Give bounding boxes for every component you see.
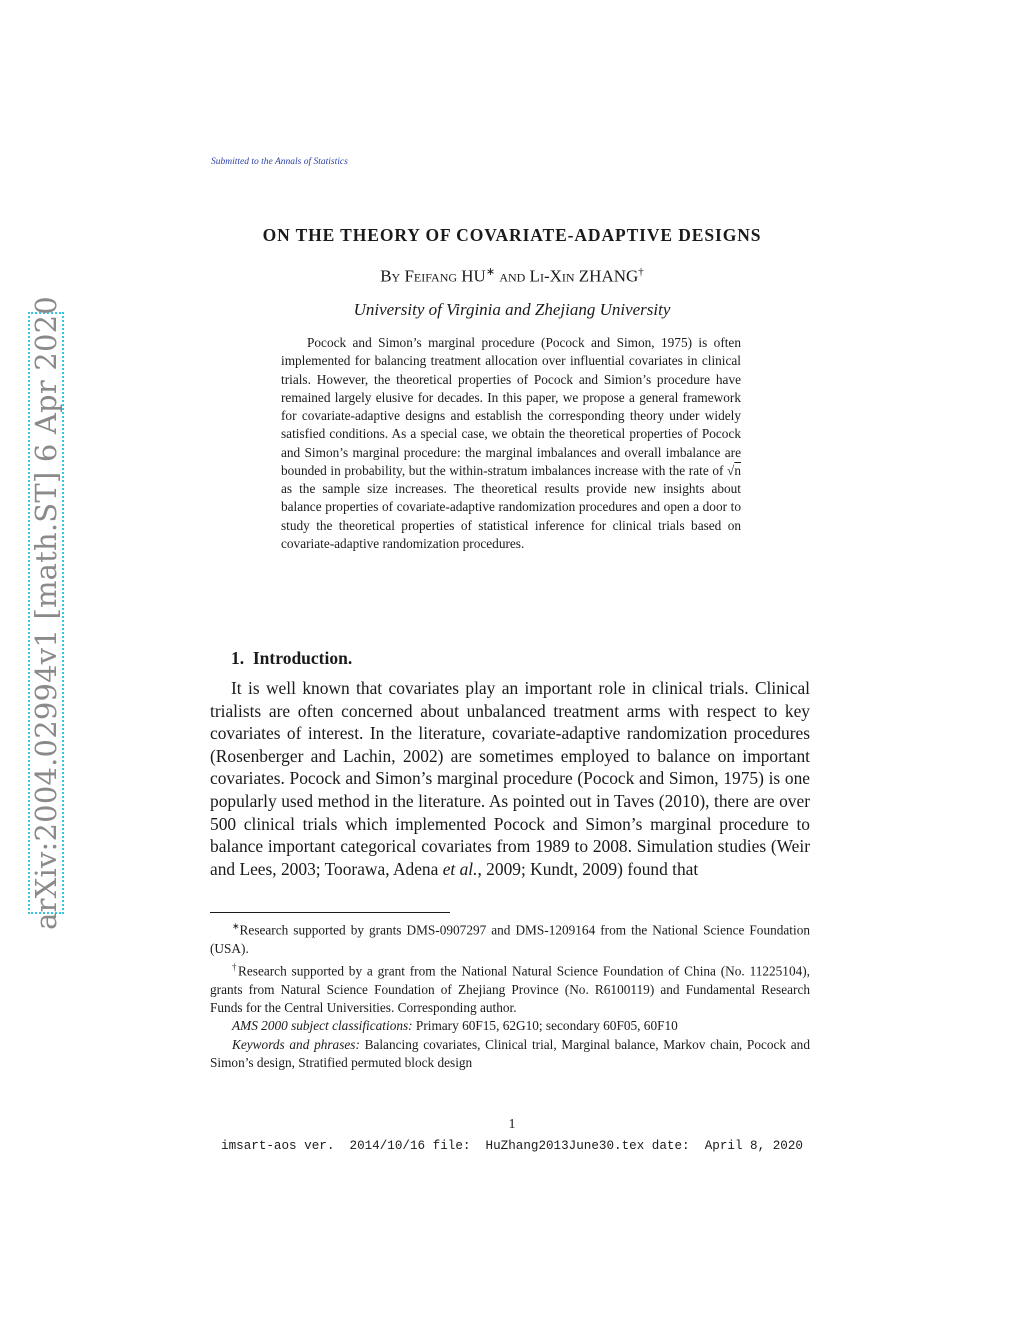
- abstract-text-1: Pocock and Simon’s marginal procedure (Pocock and Simon, 1975) is often implemented for balancing treatment allocation over influential covariates in clinical trials. However, the theoretical properties of Pocock and Simion’s procedure have remained largely elusive for decades. In this paper, we propose a general framework for covariate-adaptive designs and establish the corresponding theory under widely satisfied conditions. As a special case, we obtain the theoretical properties of Pocock and Simon’s marginal procedure: the marginal imbalances and overall imbalance are bounded in probability, but the within-stratum imbalances increase with the rate of: [281, 335, 741, 478]
- intro-paragraph: [210, 677, 810, 880]
- abstract-text-2: as the sample size increases. The theoretical results provide new insights about balance properties of covariate-adaptive randomization procedures and open a door to study the theoretical properties of statistical inference for clinical trials based on covariate-adaptive randomization procedures.: [281, 481, 741, 551]
- abstract: [281, 334, 741, 553]
- footer-line: imsart-aos ver. 2014/10/16 file: HuZhang2013June30.tex date: April 8, 2020: [221, 1139, 803, 1153]
- footnote-1: [210, 917, 810, 958]
- author-2-mark: †: [638, 266, 644, 278]
- paper-title: ON THE THEORY OF COVARIATE-ADAPTIVE DESIGNS: [262, 225, 762, 245]
- footnote-1-mark: ∗: [232, 921, 240, 931]
- affiliation: University of Virginia and Zhejiang University: [353, 300, 671, 319]
- author-2-name: ZHANG: [578, 266, 639, 286]
- arxiv-identifier: arXiv:2004.02994v1 [math.ST] 6 Apr 2020: [29, 296, 63, 930]
- arxiv-stamp: [28, 296, 64, 930]
- journal-header: Submitted to the Annals of Statistics: [211, 157, 348, 167]
- section-title: Introduction.: [252, 648, 353, 668]
- footnote-2-mark: †: [232, 962, 238, 973]
- author-1-mark: ∗: [485, 266, 496, 278]
- author-by: By Feifang: [380, 266, 458, 286]
- footnote-2: [210, 958, 810, 1017]
- section-number: 1.: [231, 648, 245, 668]
- footnotes: [210, 917, 810, 1072]
- keywords-text: Balancing covariates, Clinical trial, Marginal balance, Markov chain, Pocock and Simon’s design, Stratified permuted block design: [210, 1036, 810, 1070]
- author-line: [150, 265, 874, 287]
- footnote-divider: [210, 912, 450, 913]
- footnote-1-text: Research supported by grants DMS-0907297 and DMS-1209164 from the National Science Foundation (USA).: [210, 922, 810, 956]
- section-heading: [231, 648, 352, 669]
- intro-text-2: , 2009; Kundt, 2009) found that: [477, 858, 699, 879]
- author-1-name: HU: [461, 266, 486, 286]
- ams-text: Primary 60F15, 62G10; secondary 60F05, 60F10: [415, 1018, 678, 1034]
- page-number: 1: [508, 1117, 516, 1132]
- sqrt-argument: n: [734, 462, 741, 478]
- ams-label: AMS 2000 subject classifications:: [232, 1018, 413, 1034]
- author-and: and Li-Xin: [499, 266, 575, 286]
- sqrt-symbol: √: [727, 462, 735, 478]
- footnote-2-text: Research supported by a grant from the National Natural Science Foundation of China (No. 11225104), grants from Natural Science Foundation of Zhejiang Province (No. R6100119) and Fundamental Research Funds for the Central Universities. Corresponding author.: [210, 963, 811, 1016]
- keywords: [210, 1036, 810, 1073]
- keywords-label: Keywords and phrases:: [232, 1036, 360, 1052]
- ams-classification: [210, 1017, 810, 1035]
- intro-etal: et al.: [442, 858, 478, 879]
- intro-text-1: It is well known that covariates play an important role in clinical trials. Clinical trialists are often concerned about unbalanced treatment arms with respect to key covariates of interest. In the literature, covariate-adaptive randomization procedures (Rosenberger and Lachin, 2002) are sometimes employed to balance on important covariates. Pocock and Simon’s marginal procedure (Pocock and Simon, 1975) is one popularly used method in the literature. As pointed out in Taves (2010), there are over 500 clinical trials which implemented Pocock and Simon’s marginal procedure to balance important categorical covariates from 1989 to 2008. Simulation studies (Weir and Lees, 2003; Toorawa, Adena: [210, 678, 810, 879]
